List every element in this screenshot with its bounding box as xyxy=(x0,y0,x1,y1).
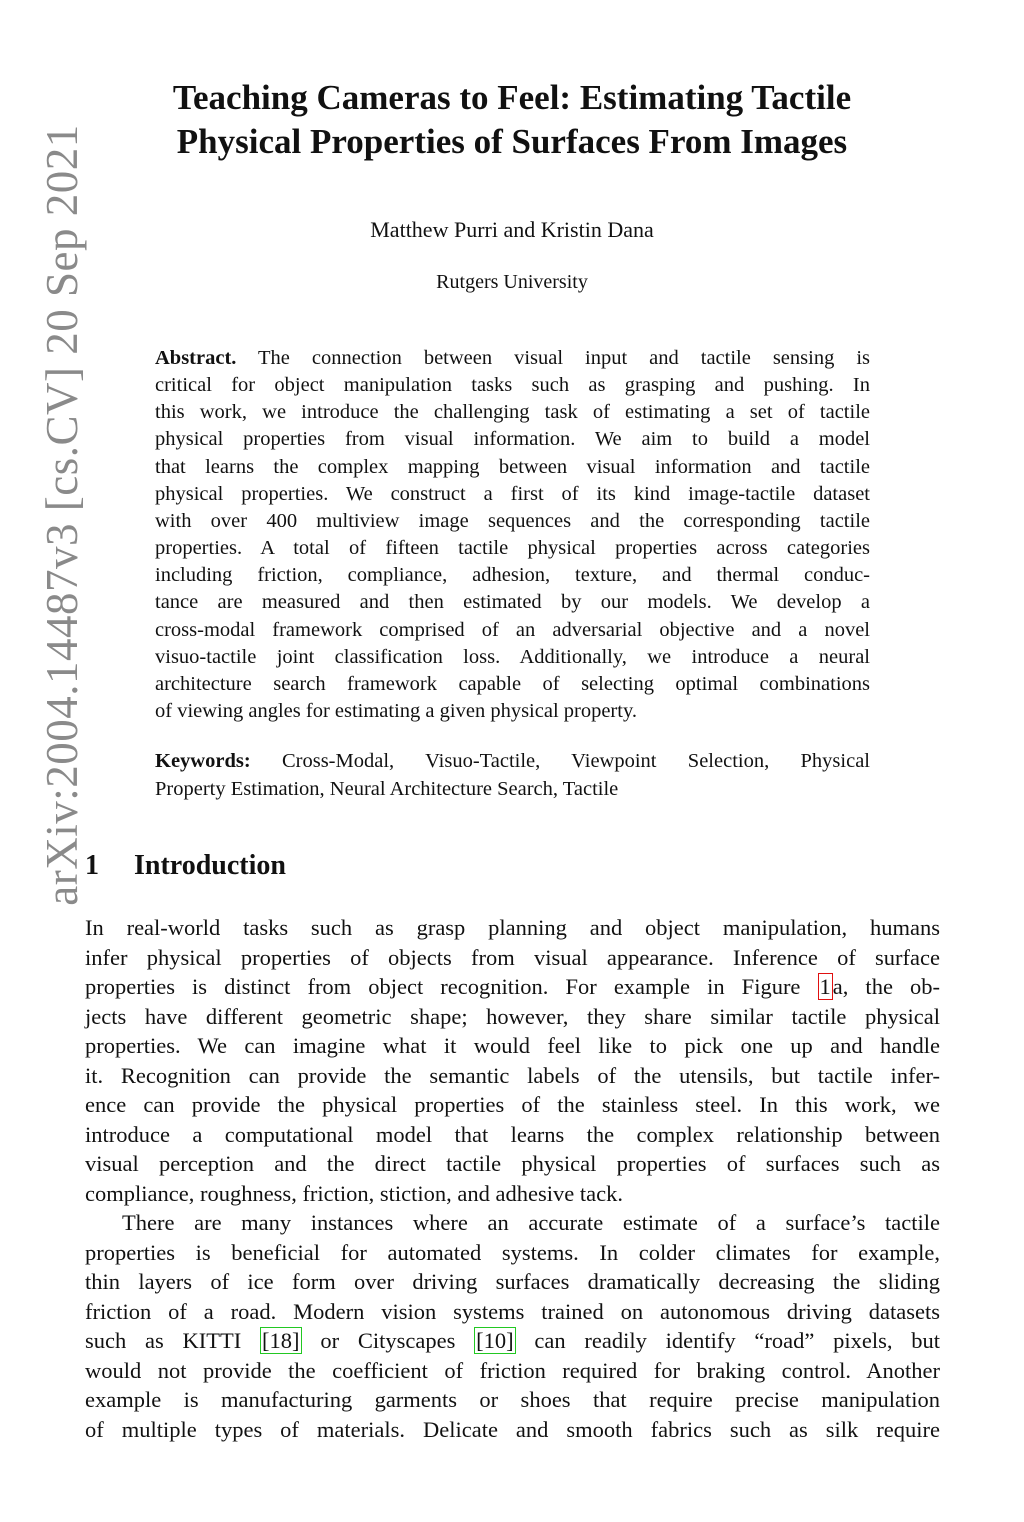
abstract-text: The connection between visual input and tactile sensing is xyxy=(236,347,870,369)
paragraph-line xyxy=(85,1356,940,1386)
paragraph-line xyxy=(85,943,940,973)
paragraph-line xyxy=(85,1031,940,1061)
abstract-text: that learns the complex mapping between visual information and tactile xyxy=(155,455,870,478)
abstract-text: visuo-tactile joint classification loss. Additionally, we introduce a neural xyxy=(155,645,870,668)
paragraph-text: it. Recognition can provide the semantic labels of the utensils, but tactile infer- xyxy=(85,1062,940,1088)
paragraph-line xyxy=(85,913,940,943)
text-line xyxy=(155,481,870,508)
text-line xyxy=(155,698,870,725)
paragraph-text: introduce a computational model that learns the complex relationship between xyxy=(85,1121,940,1147)
citation-link[interactable]: [18] xyxy=(262,1328,300,1353)
title-line: Physical Properties of Surfaces From Images xyxy=(176,122,848,161)
abstract-text: cross-modal framework comprised of an adversarial objective and a novel xyxy=(155,618,870,641)
abstract-text: physical properties from visual information. We aim to build a model xyxy=(155,428,870,451)
section-heading xyxy=(85,850,286,882)
keywords-text: Cross-Modal, Visuo-Tactile, Viewpoint Selection, Physical xyxy=(250,750,870,772)
keywords-text: Property Estimation, Neural Architecture Search, Tactile xyxy=(155,777,619,800)
text-line xyxy=(155,644,870,671)
paragraph-text: thin layers of ice form over driving surfaces dramatically decreasing the sliding xyxy=(85,1269,940,1294)
paragraph-text: properties. We can imagine what it would feel like to pick one up and handle xyxy=(85,1033,940,1058)
text-line xyxy=(155,399,870,426)
text-line xyxy=(155,535,870,562)
paragraph-text: properties is distinct from object recognition. For example in Figure xyxy=(85,974,818,999)
paragraph-line xyxy=(85,1090,940,1120)
paragraph-text: a, the ob- xyxy=(832,974,940,999)
citation-link[interactable]: [10] xyxy=(476,1328,514,1353)
paragraph-line xyxy=(85,1267,940,1297)
paragraph-text: In real-world tasks such as grasp planning and object manipulation, humans xyxy=(85,915,940,940)
text-line xyxy=(155,508,870,535)
paragraph-line xyxy=(85,1326,940,1356)
paragraph-line xyxy=(85,1385,940,1415)
paragraph-line xyxy=(85,1061,940,1091)
paragraph-text: visual perception and the direct tactile physical properties of surfaces such as xyxy=(85,1151,940,1176)
paragraph-text: ence can provide the physical properties of the stainless steel. In this work, we xyxy=(85,1092,940,1117)
paragraph-text: jects have different geometric shape; however, they share similar tactile physical xyxy=(85,1003,940,1029)
keywords-label: Keywords: xyxy=(155,750,251,772)
paragraph-line xyxy=(85,1208,940,1238)
arxiv-identifier-sidebar: arXiv:2004.14487v3 [cs.CV] 20 Sep 2021 xyxy=(37,124,87,906)
abstract-text: properties. A total of fifteen tactile physical properties across categories xyxy=(155,537,870,560)
paragraph-line xyxy=(85,972,940,1002)
paragraph-text: infer physical properties of objects from visual appearance. Inference of surface xyxy=(85,944,940,970)
text-line xyxy=(155,589,870,616)
abstract-text: including friction, compliance, adhesion, texture, and thermal conduc- xyxy=(155,564,870,587)
text-line xyxy=(155,562,870,589)
paragraph-text: There are many instances where an accurate estimate of a surface’s tactile xyxy=(122,1210,940,1235)
abstract-text: of viewing angles for estimating a given physical property. xyxy=(155,700,638,723)
affiliation: Rutgers University xyxy=(436,271,588,293)
paragraph-text: or Cityscapes xyxy=(301,1328,475,1353)
section-title: Introduction xyxy=(134,850,286,881)
abstract-text: critical for object manipulation tasks such as grasping and pushing. In xyxy=(155,374,870,397)
abstract xyxy=(155,345,870,725)
abstract-text: architecture search framework capable of selecting optimal combinations xyxy=(155,672,870,695)
paragraph-line xyxy=(85,1238,940,1268)
section-number: 1 xyxy=(85,850,99,881)
paragraph-line xyxy=(85,1002,940,1032)
paragraph-text: friction of a road. Modern vision systems trained on autonomous driving datasets xyxy=(85,1298,940,1324)
text-line xyxy=(155,617,870,644)
abstract-text: tance are measured and then estimated by our models. We develop a xyxy=(155,591,870,614)
introduction-body xyxy=(85,913,940,1444)
text-line xyxy=(155,454,870,481)
paragraph-line xyxy=(85,1149,940,1179)
paragraph-text: of multiple types of materials. Delicate and smooth fabrics such as silk require xyxy=(85,1416,940,1442)
paragraph-text: compliance, roughness, friction, stiction, and adhesive tack. xyxy=(85,1180,623,1206)
paragraph-text: example is manufacturing garments or shoes that require precise manipulation xyxy=(85,1387,940,1412)
abstract-text: this work, we introduce the challenging task of estimating a set of tactile xyxy=(155,401,870,424)
paragraph-line xyxy=(85,1297,940,1327)
abstract-label: Abstract. xyxy=(155,347,237,369)
authors: Matthew Purri and Kristin Dana xyxy=(370,217,654,242)
text-line xyxy=(155,776,870,804)
paper-title xyxy=(0,76,1024,164)
paragraph-line xyxy=(85,1179,940,1209)
paragraph-text: would not provide the coefficient of friction required for braking control. Another xyxy=(85,1357,940,1383)
text-line xyxy=(155,671,870,698)
abstract-text: with over 400 multiview image sequences and the corresponding tactile xyxy=(155,509,870,532)
paragraph-text: such as KITTI xyxy=(85,1328,261,1353)
title-line: Teaching Cameras to Feel: Estimating Tactile xyxy=(172,78,852,117)
keywords xyxy=(155,748,870,803)
text-line xyxy=(155,372,870,399)
text-line xyxy=(155,748,870,776)
paragraph-text: can readily identify “road” pixels, but xyxy=(515,1328,941,1353)
text-line xyxy=(155,345,870,372)
figure-reference-link[interactable]: 1 xyxy=(819,974,831,999)
abstract-text: physical properties. We construct a first of its kind image-tactile dataset xyxy=(155,482,870,505)
paragraph-line xyxy=(85,1415,940,1445)
paragraph-line xyxy=(85,1120,940,1150)
text-line xyxy=(155,426,870,453)
paragraph-text: properties is beneficial for automated systems. In colder climates for example, xyxy=(85,1239,940,1265)
